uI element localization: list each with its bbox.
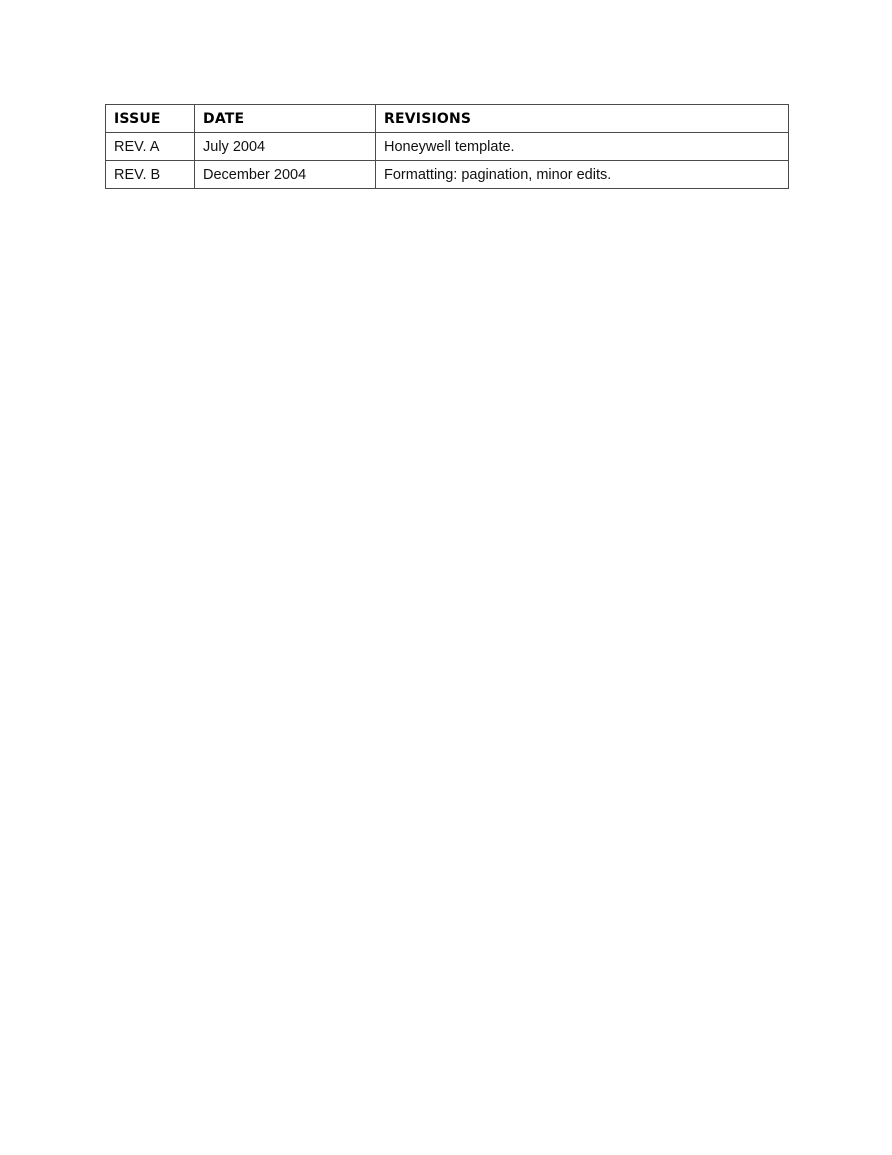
table-row	[106, 161, 789, 189]
revision-cell: Formatting: pagination, minor edits.	[376, 161, 789, 189]
revision-history-table	[105, 104, 789, 189]
column-header-date: DATE	[195, 105, 376, 133]
column-header-issue: ISSUE	[106, 105, 195, 133]
revision-cell: Honeywell template.	[376, 133, 789, 161]
table-header-row	[106, 105, 789, 133]
date-cell: December 2004	[195, 161, 376, 189]
issue-cell: REV. B	[106, 161, 195, 189]
date-cell: July 2004	[195, 133, 376, 161]
issue-cell: REV. A	[106, 133, 195, 161]
table-row	[106, 133, 789, 161]
column-header-revisions: REVISIONS	[376, 105, 789, 133]
